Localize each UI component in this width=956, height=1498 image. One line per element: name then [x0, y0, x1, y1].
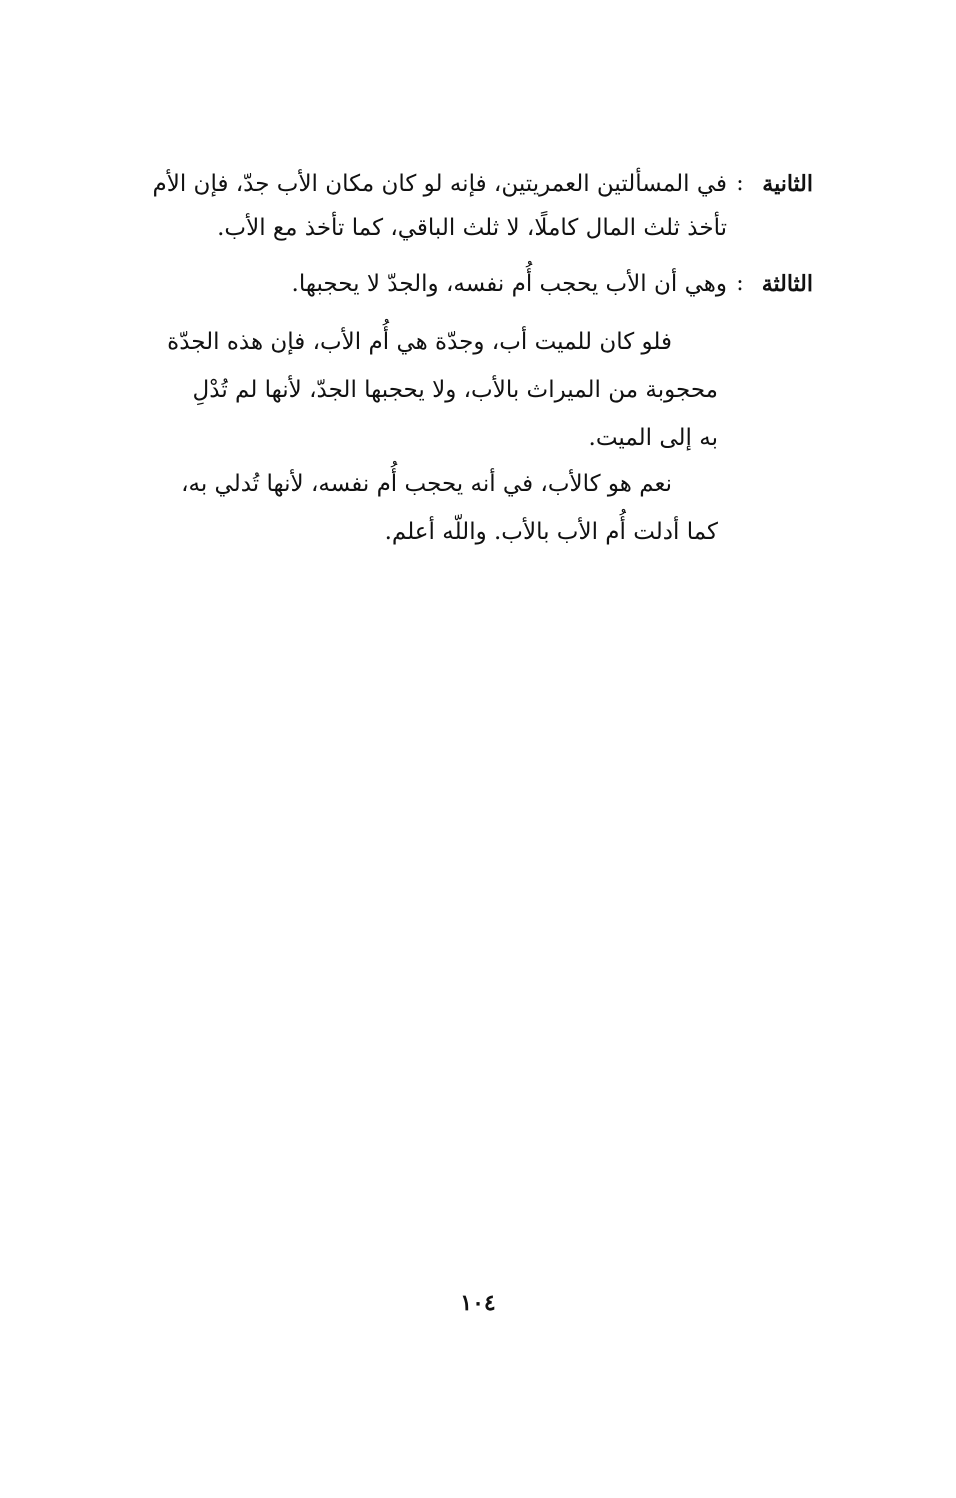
text-line: نعم هو كالأب، في أنه يحجب أُم نفسه، لأنها تُدلي به، — [181, 471, 672, 497]
text-line: فلو كان للميت أب، وجدّة هي أُم الأب، فإن هذه الجدّة — [167, 329, 672, 355]
point-label: الثالثة — [761, 271, 813, 297]
point-colon: : — [736, 271, 744, 296]
text-line: وهي أن الأب يحجب أُم نفسه، والجدّ لا يحجبها. — [291, 271, 727, 297]
point-label: الثانية — [762, 171, 813, 197]
text-line: محجوبة من الميراث بالأب، ولا يحجبها الجدّ، لأنها لم تُدْلِ — [192, 377, 718, 403]
text-line: تأخذ ثلث المال كاملًا، لا ثلث الباقي، كما تأخذ مع الأب. — [217, 215, 727, 241]
paragraph — [118, 318, 718, 462]
point-body — [123, 162, 727, 250]
text-line: به إلى الميت. — [588, 425, 718, 451]
point-body — [123, 262, 727, 306]
page-number: ١٠٤ — [460, 1290, 496, 1316]
point-colon: : — [736, 171, 744, 196]
paragraph — [118, 460, 718, 556]
numbered-point-third — [123, 262, 813, 306]
text-line: في المسألتين العمريتين، فإنه لو كان مكان الأب جدّ، فإن الأم — [152, 171, 727, 197]
text-line: كما أدلت أُم الأب بالأب. واللّه أعلم. — [384, 519, 718, 545]
numbered-point-second — [123, 162, 813, 250]
